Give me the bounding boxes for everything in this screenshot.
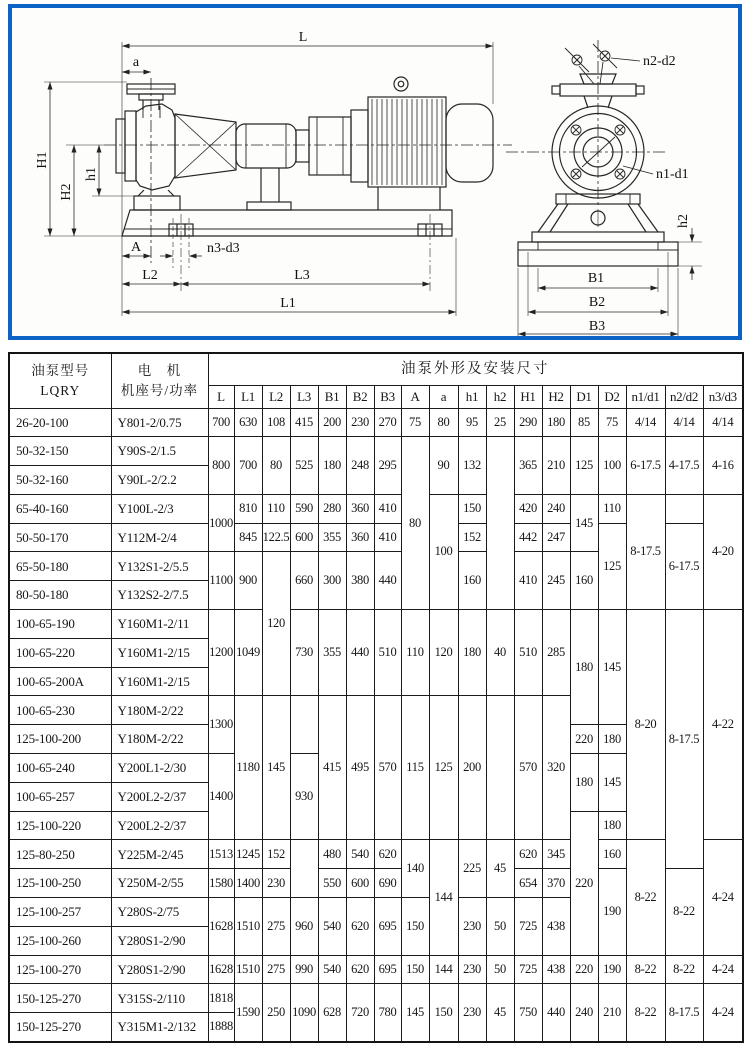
table-cell: Y180M-2/22: [111, 725, 208, 754]
table-cell: 210: [542, 437, 570, 495]
header-dim-9: h1: [458, 385, 486, 408]
table-cell: 355: [318, 523, 346, 552]
table-cell: 122.5: [262, 523, 290, 552]
table-row: [9, 494, 743, 523]
table-cell: 230: [458, 898, 486, 956]
table-cell: 8-22: [626, 840, 665, 955]
side-view: [104, 77, 512, 263]
table-cell: 190: [598, 869, 626, 955]
table-cell: 26-20-100: [9, 408, 111, 437]
table-cell: 540: [318, 955, 346, 984]
table-cell: 50-50-170: [9, 523, 111, 552]
table-cell: Y225M-2/45: [111, 840, 208, 869]
table-cell: 50: [486, 955, 514, 984]
table-cell: 80: [262, 437, 290, 495]
end-view: [506, 40, 678, 266]
table-cell: 700: [208, 408, 234, 437]
header-dim-4: B1: [318, 385, 346, 408]
table-cell: Y315M1-2/132: [111, 1013, 208, 1042]
header-dim-17: n3/d3: [703, 385, 743, 408]
table-cell: 120: [262, 552, 290, 696]
table-cell: 410: [374, 523, 401, 552]
table-cell: [486, 437, 514, 610]
table-cell: 50: [486, 898, 514, 956]
table-cell: 1400: [208, 754, 234, 840]
header-dim-0: L: [208, 385, 234, 408]
table-cell: 145: [570, 494, 598, 552]
table-cell: 80: [429, 408, 458, 437]
table-cell: 152: [458, 523, 486, 552]
table-cell: 25: [486, 408, 514, 437]
dim-label-a: a: [132, 55, 140, 70]
table-cell: 240: [542, 494, 570, 523]
table-cell: 1200: [208, 610, 234, 696]
dim-label-B3: B3: [588, 319, 606, 334]
table-cell: 1888: [208, 1013, 234, 1042]
table-cell: 180: [458, 610, 486, 696]
table-cell: 1818: [208, 984, 234, 1013]
table-cell: Y250M-2/55: [111, 869, 208, 898]
table-cell: 230: [458, 984, 486, 1042]
table-cell: 4-16: [703, 437, 743, 495]
header-motor-line2: 机座号/功率: [120, 382, 199, 398]
table-cell: 8-22: [665, 869, 703, 955]
header-dim-16: n2/d2: [665, 385, 703, 408]
table-cell: 4/14: [703, 408, 743, 437]
table-cell: 120: [429, 610, 458, 696]
table-cell: 900: [234, 552, 262, 610]
header-dim-1: L1: [234, 385, 262, 408]
table-cell: 247: [542, 523, 570, 552]
table-cell: 440: [374, 552, 401, 610]
header-row-1: [9, 353, 743, 385]
table-cell: 1300: [208, 696, 234, 754]
table-cell: 160: [570, 552, 598, 610]
table-cell: 275: [262, 955, 290, 984]
header-dim-12: H2: [542, 385, 570, 408]
table-cell: 1100: [208, 552, 234, 610]
table-cell: 270: [374, 408, 401, 437]
table-cell: 4-22: [703, 610, 743, 840]
table-cell: 620: [514, 840, 542, 869]
table-cell: Y200L2-2/37: [111, 782, 208, 811]
header-dim-11: H1: [514, 385, 542, 408]
table-cell: 4-24: [703, 840, 743, 955]
table-cell: Y160M1-2/11: [111, 610, 208, 639]
table-cell: 220: [570, 955, 598, 984]
table-cell: 1090: [290, 984, 318, 1042]
table-cell: 125-100-250: [9, 869, 111, 898]
table-cell: 100-65-257: [9, 782, 111, 811]
table-cell: 690: [374, 869, 401, 898]
table-cell: 65-40-160: [9, 494, 111, 523]
table-cell: 240: [570, 984, 598, 1042]
table-cell: Y132S1-2/5.5: [111, 552, 208, 581]
table-cell: 620: [346, 898, 374, 956]
table-cell: 4-24: [703, 955, 743, 984]
table-cell: 4-24: [703, 984, 743, 1042]
table-cell: 140: [401, 840, 429, 898]
table-cell: 8-20: [626, 610, 665, 840]
table-cell: 75: [401, 408, 429, 437]
header-model-line2: LQRY: [40, 382, 81, 398]
table-cell: 125: [598, 523, 626, 609]
table-cell: 930: [290, 754, 318, 840]
header-dim-8: a: [429, 385, 458, 408]
lifting-eye-icon: [394, 77, 408, 91]
table-cell: 50-32-160: [9, 466, 111, 495]
table-cell: 720: [346, 984, 374, 1042]
table-cell: 510: [514, 610, 542, 696]
table-cell: 295: [374, 437, 401, 495]
table-cell: 440: [346, 610, 374, 696]
table-cell: 990: [290, 955, 318, 984]
table-cell: 150: [401, 898, 429, 956]
table-cell: 380: [346, 552, 374, 610]
table-cell: 150: [458, 494, 486, 523]
table-cell: 80-50-180: [9, 581, 111, 610]
pump-dimensions-table: [8, 352, 744, 1043]
table-cell: 290: [514, 408, 542, 437]
table-cell: 654: [514, 869, 542, 898]
table-cell: 1628: [208, 898, 234, 956]
table-cell: 480: [318, 840, 346, 869]
table-cell: 1510: [234, 898, 262, 956]
table-cell: 355: [318, 610, 346, 696]
table-cell: 4/14: [665, 408, 703, 437]
table-cell: 225: [458, 840, 486, 898]
table-cell: 550: [318, 869, 346, 898]
table-cell: 160: [458, 552, 486, 610]
table-cell: Y100L-2/3: [111, 494, 208, 523]
table-row: [9, 437, 743, 466]
header-model-line1: 油泵型号: [31, 363, 90, 379]
table-cell: Y90L-2/2.2: [111, 466, 208, 495]
table-cell: 695: [374, 955, 401, 984]
table-cell: 150-125-270: [9, 984, 111, 1013]
end-view-dimensions: [518, 228, 702, 336]
table-cell: 85: [570, 408, 598, 437]
table-cell: 125-80-250: [9, 840, 111, 869]
table-row: [9, 408, 743, 437]
table-cell: 115: [401, 696, 429, 840]
table-cell: 180: [570, 754, 598, 812]
table-cell: 144: [429, 955, 458, 984]
table-cell: 410: [514, 552, 542, 610]
table-cell: 220: [570, 811, 598, 955]
table-cell: 125-100-270: [9, 955, 111, 984]
header-dimensions-title: 油泵外形及安装尺寸: [208, 353, 743, 385]
table-cell: 180: [542, 408, 570, 437]
table-cell: 845: [234, 523, 262, 552]
header-dim-15: n1/d1: [626, 385, 665, 408]
table-cell: 750: [514, 984, 542, 1042]
table-cell: 150-125-270: [9, 1013, 111, 1042]
table-cell: 95: [458, 408, 486, 437]
table-cell: 144: [429, 840, 458, 955]
table-cell: 540: [346, 840, 374, 869]
table-cell: 200: [458, 696, 486, 840]
table-cell: 108: [262, 408, 290, 437]
header-motor-column: [111, 353, 208, 408]
table-cell: 110: [401, 610, 429, 696]
table-cell: 80: [401, 437, 429, 610]
table-cell: 110: [262, 494, 290, 523]
table-cell: Y200L1-2/30: [111, 754, 208, 783]
table-cell: 100-65-230: [9, 696, 111, 725]
table-cell: 45: [486, 840, 514, 898]
table-row: [9, 840, 743, 869]
dim-label-L3: L3: [294, 268, 310, 283]
table-cell: Y280S-2/75: [111, 898, 208, 927]
table-row: [9, 984, 743, 1013]
table-cell: 100-65-200A: [9, 667, 111, 696]
table-cell: 345: [542, 840, 570, 869]
table-cell: 320: [542, 696, 570, 840]
header-dim-14: D2: [598, 385, 626, 408]
table-cell: [665, 494, 703, 523]
dim-label-L2: L2: [142, 268, 158, 283]
table-cell: 180: [598, 811, 626, 840]
dim-label-A: A: [130, 240, 142, 255]
table-cell: 1049: [234, 610, 262, 696]
table-cell: 100-65-190: [9, 610, 111, 639]
table-cell: 660: [290, 552, 318, 610]
table-cell: 45: [486, 984, 514, 1042]
table-cell: 628: [318, 984, 346, 1042]
table-cell: Y132S2-2/7.5: [111, 581, 208, 610]
dim-label-h2: h2: [676, 214, 691, 228]
table-cell: 1628: [208, 955, 234, 984]
table-cell: 725: [514, 955, 542, 984]
table-cell: 190: [598, 955, 626, 984]
table-cell: [486, 696, 514, 840]
table-cell: 275: [262, 898, 290, 956]
table-cell: 220: [570, 725, 598, 754]
table-cell: 440: [542, 984, 570, 1042]
dim-label-h1: h1: [84, 167, 99, 181]
table-cell: 810: [234, 494, 262, 523]
table-cell: 8-17.5: [626, 494, 665, 609]
outline-drawing-panel: [8, 4, 742, 340]
table-cell: 110: [598, 494, 626, 523]
header-dim-5: B2: [346, 385, 374, 408]
table-cell: 540: [318, 898, 346, 956]
table-cell: 230: [346, 408, 374, 437]
table-cell: Y280S1-2/90: [111, 955, 208, 984]
dim-label-H1: H1: [35, 151, 50, 169]
table-row: [9, 610, 743, 639]
table-cell: 248: [346, 437, 374, 495]
table-cell: 438: [542, 898, 570, 956]
table-row: [9, 955, 743, 984]
table-cell: 800: [208, 437, 234, 495]
table-cell: 100-65-220: [9, 638, 111, 667]
dim-label-H2: H2: [59, 183, 74, 201]
table-cell: Y112M-2/4: [111, 523, 208, 552]
table-cell: 630: [234, 408, 262, 437]
table-cell: 40: [486, 610, 514, 696]
table-cell: 1245: [234, 840, 262, 869]
dim-label-L1: L1: [280, 296, 296, 311]
table-cell: 65-50-180: [9, 552, 111, 581]
table-cell: 300: [318, 552, 346, 610]
dim-label-n2d2: n2-d2: [643, 54, 676, 69]
table-cell: Y315S-2/110: [111, 984, 208, 1013]
header-dim-2: L2: [262, 385, 290, 408]
table-cell: 8-22: [626, 955, 665, 984]
table-cell: 100: [598, 437, 626, 495]
table-cell: Y200L2-2/37: [111, 811, 208, 840]
table-cell: 442: [514, 523, 542, 552]
table-cell: 6-17.5: [665, 523, 703, 609]
table-cell: Y801-2/0.75: [111, 408, 208, 437]
table-cell: 125: [429, 696, 458, 840]
table-cell: 370: [542, 869, 570, 898]
table-cell: 725: [514, 898, 542, 956]
table-cell: 415: [318, 696, 346, 840]
dim-label-n1d1: n1-d1: [656, 167, 689, 182]
table-cell: 1580: [208, 869, 234, 898]
table-cell: 1590: [234, 984, 262, 1042]
table-cell: 230: [458, 955, 486, 984]
table-cell: [290, 840, 318, 898]
table-cell: 50-32-150: [9, 437, 111, 466]
table-cell: 960: [290, 898, 318, 956]
table-cell: 125-100-220: [9, 811, 111, 840]
table-cell: 365: [514, 437, 542, 495]
table-cell: 75: [598, 408, 626, 437]
header-dim-7: A: [401, 385, 429, 408]
side-view-dimensions: [44, 42, 493, 316]
table-cell: 125-100-257: [9, 898, 111, 927]
table-cell: 8-22: [626, 984, 665, 1042]
table-cell: 1000: [208, 494, 234, 552]
table-cell: 600: [346, 869, 374, 898]
table-cell: 6-17.5: [626, 437, 665, 495]
table-cell: 620: [374, 840, 401, 869]
table-cell: 160: [598, 840, 626, 869]
table-cell: 420: [514, 494, 542, 523]
table-cell: 250: [262, 984, 290, 1042]
table-cell: 180: [598, 725, 626, 754]
table-cell: 145: [598, 610, 626, 725]
header-motor-line1: 电 机: [137, 363, 182, 379]
table-cell: Y180M-2/22: [111, 696, 208, 725]
table-cell: 180: [318, 437, 346, 495]
table-cell: 145: [401, 984, 429, 1042]
table-cell: 145: [262, 696, 290, 840]
table-cell: 230: [262, 869, 290, 898]
table-cell: 125-100-260: [9, 926, 111, 955]
table-cell: Y90S-2/1.5: [111, 437, 208, 466]
dim-label-B1: B1: [587, 271, 605, 286]
table-cell: 8-17.5: [665, 984, 703, 1042]
table-cell: 1510: [234, 955, 262, 984]
table-cell: Y160M1-2/15: [111, 667, 208, 696]
table-cell: [290, 696, 318, 754]
table-cell: 8-17.5: [665, 610, 703, 869]
table-cell: 4/14: [626, 408, 665, 437]
header-dim-13: D1: [570, 385, 598, 408]
table-cell: 145: [598, 754, 626, 812]
table-cell: 1513: [208, 840, 234, 869]
table-cell: 280: [318, 494, 346, 523]
table-cell: 700: [234, 437, 262, 495]
header-dim-6: B3: [374, 385, 401, 408]
table-cell: 150: [429, 984, 458, 1042]
table-cell: 510: [374, 610, 401, 696]
table-cell: 780: [374, 984, 401, 1042]
table-cell: 210: [598, 984, 626, 1042]
table-cell: 4-17.5: [665, 437, 703, 495]
table-cell: 100: [429, 494, 458, 609]
table-cell: 438: [542, 955, 570, 984]
flange-bolt-icon: [565, 44, 617, 84]
table-cell: 1400: [234, 869, 262, 898]
table-cell: 695: [374, 898, 401, 956]
table-cell: 495: [346, 696, 374, 840]
table-cell: 125: [570, 437, 598, 495]
table-cell: 100-65-240: [9, 754, 111, 783]
table-cell: Y160M1-2/15: [111, 638, 208, 667]
pump-outline-diagram: [12, 8, 738, 336]
table-cell: 360: [346, 523, 374, 552]
table-cell: 285: [542, 610, 570, 696]
header-dim-3: L3: [290, 385, 318, 408]
table-cell: 4-20: [703, 494, 743, 609]
table-cell: 620: [346, 955, 374, 984]
table-cell: 600: [290, 523, 318, 552]
table-cell: 570: [514, 696, 542, 840]
table-cell: 245: [542, 552, 570, 610]
table-cell: 360: [346, 494, 374, 523]
table-cell: 730: [290, 610, 318, 696]
table-cell: 180: [570, 610, 598, 725]
table-cell: 1180: [234, 696, 262, 840]
table-cell: 132: [458, 437, 486, 495]
dim-label-B2: B2: [588, 295, 606, 310]
table-cell: 150: [401, 955, 429, 984]
header-dim-10: h2: [486, 385, 514, 408]
table-cell: 125-100-200: [9, 725, 111, 754]
table-cell: 200: [318, 408, 346, 437]
header-model-column: [9, 353, 111, 408]
table-cell: 590: [290, 494, 318, 523]
table-cell: 90: [429, 437, 458, 495]
dim-label-L: L: [298, 30, 308, 45]
table-cell: Y280S1-2/90: [111, 926, 208, 955]
table-cell: 410: [374, 494, 401, 523]
table-cell: 525: [290, 437, 318, 495]
dim-label-n3d3: n3-d3: [207, 241, 240, 256]
table-cell: 8-22: [665, 955, 703, 984]
table-cell: 570: [374, 696, 401, 840]
table-cell: 152: [262, 840, 290, 869]
table-cell: 415: [290, 408, 318, 437]
